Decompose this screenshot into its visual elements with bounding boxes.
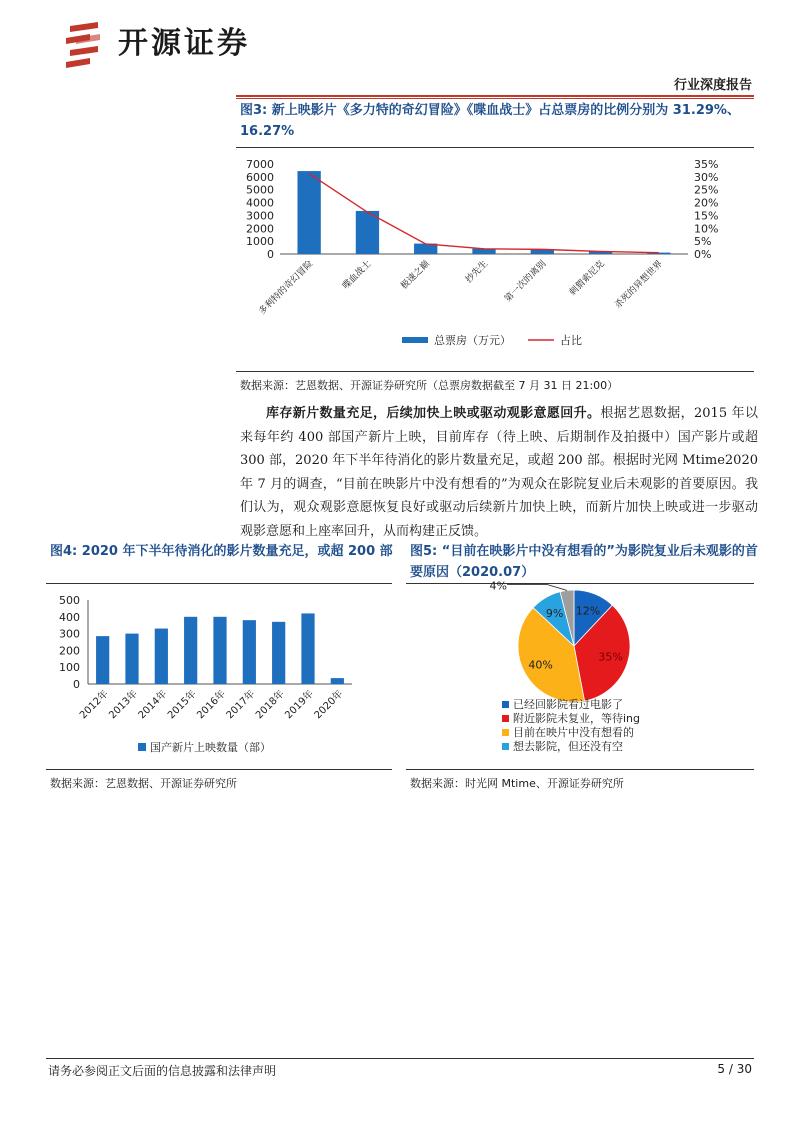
bar bbox=[213, 617, 226, 684]
slice-label: 35% bbox=[598, 650, 623, 664]
bar bbox=[155, 629, 168, 684]
figure5-chart bbox=[406, 579, 754, 766]
legend-label-bar: 总票房（万元） bbox=[434, 334, 511, 347]
brand-name: 开源证券 bbox=[118, 26, 250, 61]
figure4-chart bbox=[46, 586, 392, 766]
figure4-caption: 图4: 2020 年下半年待消化的影片数量充足，或超 200 部 bbox=[50, 544, 393, 559]
figure5-source: 数据来源：时光网 Mtime、开源证券研究所 bbox=[410, 777, 624, 790]
figure5-caption: 图5: “目前在映影片中没有想看的”为影院复业后未观影的首要原因（2020.07） bbox=[410, 544, 758, 580]
x-tick-label: 2015年 bbox=[165, 688, 199, 722]
slice-label: 12% bbox=[575, 604, 601, 618]
bar bbox=[184, 617, 197, 684]
x-tick-label: 喋血战士 bbox=[341, 259, 374, 292]
y-tick-label: 200 bbox=[59, 644, 80, 658]
legend-swatch bbox=[502, 701, 509, 708]
x-tick-label: 2012年 bbox=[77, 688, 111, 722]
x-tick-label: 极速之巅 bbox=[399, 259, 432, 292]
x-tick-label: 2014年 bbox=[136, 688, 170, 722]
y-left-tick-label: 3000 bbox=[246, 209, 274, 223]
header-rule bbox=[236, 95, 754, 97]
bar bbox=[272, 622, 285, 684]
y-right-tick-label: 5% bbox=[694, 235, 712, 249]
y-tick-label: 100 bbox=[59, 661, 80, 675]
y-right-tick-label: 35% bbox=[694, 158, 719, 171]
y-tick-label: 0 bbox=[73, 678, 80, 691]
legend-label: 想去影院，但还没有空 bbox=[513, 740, 623, 753]
figure3-caption: 图3: 新上映影片《多力特的奇幻冒险》《喋血战士》占总票房的比例分别为 31.29%、16.27% bbox=[240, 103, 740, 139]
x-tick-label: 2017年 bbox=[224, 688, 258, 722]
bar bbox=[243, 620, 256, 684]
y-left-tick-label: 2000 bbox=[246, 222, 274, 236]
slice-label: 4% bbox=[489, 579, 507, 593]
x-tick-label: 2018年 bbox=[253, 688, 287, 722]
bar bbox=[331, 678, 344, 684]
figure3-top-rule bbox=[236, 147, 754, 148]
slice-label: 9% bbox=[545, 607, 564, 621]
figure4-source: 数据来源：艺恩数据、开源证券研究所 bbox=[50, 777, 237, 790]
legend-swatch bbox=[502, 715, 509, 722]
y-right-tick-label: 0% bbox=[694, 248, 712, 261]
legend-label: 目前在映片中没有想看的 bbox=[513, 726, 634, 739]
footer-disclaimer: 请务必参阅正文后面的信息披露和法律声明 bbox=[48, 1064, 277, 1078]
x-tick-label: 杀死的异想世界 bbox=[613, 259, 665, 311]
y-left-tick-label: 0 bbox=[267, 248, 274, 261]
x-tick-label: 多利特的奇幻冒险 bbox=[257, 259, 316, 318]
figure3-source: 数据来源：艺恩数据、开源证券研究所（总票房数据截至 7 月 31 日 21:00） bbox=[240, 379, 619, 392]
figure5-top-rule bbox=[406, 583, 754, 584]
legend-swatch bbox=[502, 743, 509, 750]
slice-label: 40% bbox=[528, 658, 553, 672]
x-tick-label: 2020年 bbox=[312, 688, 346, 722]
paragraph-lead: 库存新片数量充足，后续加快上映或驱动观影意愿回升。 bbox=[266, 406, 601, 421]
paragraph-body: 根据艺恩数据，2015 年以来每年约 400 部国产新片上映，目前库存（待上映、后期制作及拍摄中）国产影片或超 300 部，2020 年下半年待消化的影片数量充足，或超 200 部。根据时光网 Mtime2020 年 7 月的调查，“目前在映影片中没有想看的”为观众在影院复业后未观影的首要原因。我们认为，观众观影意愿恢复良好或驱动后续新片加快上映，而新片加快上映或进一步驱动观影意愿和上座率回升，从而构建正反馈。 bbox=[240, 406, 758, 539]
y-left-tick-label: 7000 bbox=[246, 158, 274, 171]
company-logo bbox=[40, 20, 120, 70]
figure3-bottom-rule bbox=[236, 371, 754, 372]
y-left-tick-label: 1000 bbox=[246, 235, 274, 249]
x-tick-label: 2019年 bbox=[283, 688, 317, 722]
header-rule-thin bbox=[236, 98, 754, 99]
y-right-tick-label: 20% bbox=[694, 196, 719, 210]
slice-leader-line bbox=[507, 584, 567, 590]
figure4-bottom-rule bbox=[46, 769, 392, 770]
y-tick-label: 300 bbox=[59, 627, 80, 641]
legend-swatch-bar bbox=[402, 337, 428, 343]
y-left-tick-label: 6000 bbox=[246, 170, 274, 184]
y-left-tick-label: 5000 bbox=[246, 183, 274, 197]
legend-label: 国产新片上映数量（部） bbox=[150, 741, 271, 754]
body-paragraph bbox=[240, 402, 758, 543]
legend-swatch bbox=[138, 743, 146, 751]
y-tick-label: 500 bbox=[59, 594, 80, 607]
y-left-tick-label: 4000 bbox=[246, 196, 274, 210]
x-tick-label: 2016年 bbox=[195, 688, 229, 722]
bar bbox=[125, 634, 138, 684]
y-right-tick-label: 25% bbox=[694, 183, 719, 197]
report-type: 行业深度报告 bbox=[673, 78, 752, 93]
figure5-bottom-rule bbox=[406, 769, 754, 770]
legend-label: 已经回影院看过电影了 bbox=[513, 698, 623, 711]
legend-label: 附近影院未复业，等待ing bbox=[513, 712, 641, 725]
bar bbox=[301, 613, 314, 684]
legend-swatch bbox=[502, 729, 509, 736]
y-right-tick-label: 15% bbox=[694, 209, 719, 223]
page-number: 5 / 30 bbox=[717, 1062, 752, 1076]
x-tick-label: 刺猬索尼克 bbox=[567, 259, 607, 298]
figure4-top-rule bbox=[46, 583, 392, 584]
y-tick-label: 400 bbox=[59, 610, 80, 624]
footer-rule bbox=[46, 1058, 754, 1059]
bar bbox=[96, 636, 109, 684]
y-right-tick-label: 10% bbox=[694, 222, 719, 236]
x-tick-label: 第一次的离别 bbox=[503, 259, 549, 305]
bar bbox=[297, 171, 320, 254]
y-right-tick-label: 30% bbox=[694, 170, 719, 184]
x-tick-label: 抄先生 bbox=[463, 259, 491, 286]
figure3-chart bbox=[236, 150, 754, 370]
x-tick-label: 2013年 bbox=[107, 688, 141, 722]
legend-label-line: 占比 bbox=[560, 334, 582, 347]
